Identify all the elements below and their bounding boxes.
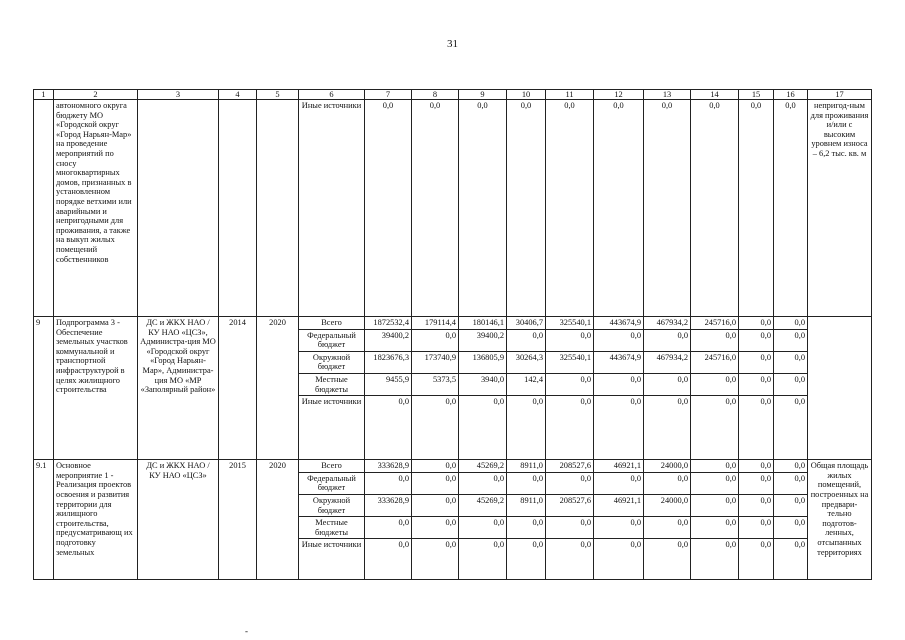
funding-source: Местные бюджеты xyxy=(299,373,365,395)
amount-cell: 0,0 xyxy=(507,100,546,317)
amount-cell: 30264,3 xyxy=(507,351,546,373)
amount-cell: 0,0 xyxy=(739,460,774,473)
amount-cell: 0,0 xyxy=(774,329,808,351)
table-row xyxy=(34,100,872,317)
amount-cell: 0,0 xyxy=(412,472,459,494)
amount-cell: 0,0 xyxy=(739,472,774,494)
amount-cell: 443674,9 xyxy=(594,317,644,330)
amount-cell: 0,0 xyxy=(546,329,594,351)
measure-name: Основное мероприятие 1 - Реализация проектов освоения и развития территории для жилищного строительства, предусматривающ их подготовку земельных xyxy=(54,460,138,580)
amount-cell: 24000,0 xyxy=(644,460,691,473)
target-indicator xyxy=(808,317,872,460)
end-year: 2020 xyxy=(257,460,299,580)
amount-cell: 0,0 xyxy=(644,373,691,395)
amount-cell: 0,0 xyxy=(507,329,546,351)
amount-cell: 46921,1 xyxy=(594,460,644,473)
amount-cell: 0,0 xyxy=(774,100,808,317)
amount-cell: 1823676,3 xyxy=(365,351,412,373)
funding-source: Федеральный бюджет xyxy=(299,472,365,494)
amount-cell: 24000,0 xyxy=(644,494,691,516)
amount-cell: 0,0 xyxy=(644,100,691,317)
amount-cell: 245716,0 xyxy=(691,351,739,373)
amount-cell: 45269,2 xyxy=(459,460,507,473)
amount-cell: 0,0 xyxy=(459,396,507,460)
amount-cell: 0,0 xyxy=(412,494,459,516)
executor xyxy=(138,100,219,317)
amount-cell: 0,0 xyxy=(691,396,739,460)
amount-cell: 136805,9 xyxy=(459,351,507,373)
column-number: 6 xyxy=(299,90,365,100)
amount-cell: 0,0 xyxy=(644,517,691,539)
funding-source: Местные бюджеты xyxy=(299,517,365,539)
amount-cell: 325540,1 xyxy=(546,317,594,330)
column-number: 14 xyxy=(691,90,739,100)
column-number: 15 xyxy=(739,90,774,100)
amount-cell: 0,0 xyxy=(459,517,507,539)
amount-cell: 0,0 xyxy=(774,396,808,460)
column-number: 4 xyxy=(219,90,257,100)
page-number: 31 xyxy=(447,38,458,50)
amount-cell: 39400,2 xyxy=(459,329,507,351)
amount-cell: 30406,7 xyxy=(507,317,546,330)
amount-cell: 0,0 xyxy=(644,472,691,494)
column-number: 2 xyxy=(54,90,138,100)
column-number: 5 xyxy=(257,90,299,100)
amount-cell: 208527,6 xyxy=(546,460,594,473)
amount-cell: 0,0 xyxy=(739,396,774,460)
amount-cell: 0,0 xyxy=(412,460,459,473)
end-year xyxy=(257,100,299,317)
amount-cell: 0,0 xyxy=(691,539,739,580)
amount-cell: 0,0 xyxy=(412,517,459,539)
amount-cell: 0,0 xyxy=(365,396,412,460)
column-number: 9 xyxy=(459,90,507,100)
program-table xyxy=(33,89,872,580)
row-number xyxy=(34,100,54,317)
row-number: 9 xyxy=(34,317,54,460)
amount-cell: 0,0 xyxy=(774,373,808,395)
amount-cell: 0,0 xyxy=(691,100,739,317)
amount-cell: 0,0 xyxy=(739,517,774,539)
funding-source: Иные источники xyxy=(299,396,365,460)
amount-cell: 142,4 xyxy=(507,373,546,395)
amount-cell: 0,0 xyxy=(644,329,691,351)
amount-cell: 333628,9 xyxy=(365,494,412,516)
amount-cell: 0,0 xyxy=(546,539,594,580)
amount-cell: 0,0 xyxy=(774,460,808,473)
amount-cell: 0,0 xyxy=(594,373,644,395)
funding-source: Иные источники xyxy=(299,539,365,580)
column-number: 17 xyxy=(808,90,872,100)
amount-cell: 8911,0 xyxy=(507,494,546,516)
amount-cell: 0,0 xyxy=(774,351,808,373)
amount-cell: 333628,9 xyxy=(365,460,412,473)
funding-source: Окружной бюджет xyxy=(299,494,365,516)
table-row xyxy=(34,317,872,330)
amount-cell: 0,0 xyxy=(594,396,644,460)
column-number: 16 xyxy=(774,90,808,100)
amount-cell: 0,0 xyxy=(691,472,739,494)
end-year: 2020 xyxy=(257,317,299,460)
amount-cell: 0,0 xyxy=(739,317,774,330)
amount-cell: 5373,5 xyxy=(412,373,459,395)
funding-source: Всего xyxy=(299,317,365,330)
start-year xyxy=(219,100,257,317)
column-number: 1 xyxy=(34,90,54,100)
amount-cell: 8911,0 xyxy=(507,460,546,473)
column-number-row xyxy=(34,90,872,100)
amount-cell: 0,0 xyxy=(546,517,594,539)
amount-cell: 0,0 xyxy=(412,100,459,317)
amount-cell: 39400,2 xyxy=(365,329,412,351)
amount-cell: 0,0 xyxy=(774,517,808,539)
amount-cell: 0,0 xyxy=(594,100,644,317)
amount-cell: 0,0 xyxy=(739,494,774,516)
amount-cell: 0,0 xyxy=(691,373,739,395)
column-number: 13 xyxy=(644,90,691,100)
amount-cell: 0,0 xyxy=(507,517,546,539)
amount-cell: 0,0 xyxy=(459,472,507,494)
amount-cell: 0,0 xyxy=(774,317,808,330)
amount-cell: 0,0 xyxy=(691,517,739,539)
amount-cell: 0,0 xyxy=(412,539,459,580)
start-year: 2015 xyxy=(219,460,257,580)
amount-cell: 0,0 xyxy=(594,517,644,539)
amount-cell: 0,0 xyxy=(412,329,459,351)
amount-cell: 0,0 xyxy=(739,351,774,373)
amount-cell: 0,0 xyxy=(691,494,739,516)
amount-cell: 0,0 xyxy=(594,539,644,580)
amount-cell: 0,0 xyxy=(774,494,808,516)
column-number: 10 xyxy=(507,90,546,100)
amount-cell: 325540,1 xyxy=(546,351,594,373)
column-number: 8 xyxy=(412,90,459,100)
amount-cell: 0,0 xyxy=(459,100,507,317)
amount-cell: 0,0 xyxy=(644,539,691,580)
amount-cell: 0,0 xyxy=(739,100,774,317)
funding-source: Федеральный бюджет xyxy=(299,329,365,351)
amount-cell: 0,0 xyxy=(459,539,507,580)
executor: ДС и ЖКХ НАО / КУ НАО «ЦСЗ» xyxy=(138,460,219,580)
amount-cell: 1872532,4 xyxy=(365,317,412,330)
amount-cell: 0,0 xyxy=(739,329,774,351)
amount-cell: 0,0 xyxy=(365,100,412,317)
amount-cell: 443674,9 xyxy=(594,351,644,373)
amount-cell: 0,0 xyxy=(691,460,739,473)
bottom-mark: - xyxy=(245,626,248,636)
executor: ДС и ЖКХ НАО / КУ НАО «ЦСЗ», Администра-ция МО «Городской округ «Город Нарьян-Мар», Администра-ция МО «МР «Заполярный район» xyxy=(138,317,219,460)
row-number: 9.1 xyxy=(34,460,54,580)
amount-cell: 245716,0 xyxy=(691,317,739,330)
target-indicator: Общая площадь жилых помещений, построенных на предвари-тельно подготов-ленных, отсыпанных территориях xyxy=(808,460,872,580)
measure-name: Подпрограмма 3 - Обеспечение земельных участков коммунальной и транспортной инфраструктурой в целях жилищного строительства xyxy=(54,317,138,460)
table-row xyxy=(34,460,872,473)
amount-cell: 0,0 xyxy=(507,539,546,580)
amount-cell: 3940,0 xyxy=(459,373,507,395)
funding-source: Окружной бюджет xyxy=(299,351,365,373)
amount-cell: 0,0 xyxy=(546,100,594,317)
amount-cell: 180146,1 xyxy=(459,317,507,330)
amount-cell: 0,0 xyxy=(594,329,644,351)
column-number: 7 xyxy=(365,90,412,100)
amount-cell: 46921,1 xyxy=(594,494,644,516)
column-number: 11 xyxy=(546,90,594,100)
amount-cell: 0,0 xyxy=(774,472,808,494)
amount-cell: 467934,2 xyxy=(644,351,691,373)
amount-cell: 0,0 xyxy=(365,517,412,539)
amount-cell: 173740,9 xyxy=(412,351,459,373)
funding-source: Иные источники xyxy=(299,100,365,317)
amount-cell: 179114,4 xyxy=(412,317,459,330)
column-number: 12 xyxy=(594,90,644,100)
amount-cell: 0,0 xyxy=(546,472,594,494)
amount-cell: 0,0 xyxy=(739,539,774,580)
amount-cell: 208527,6 xyxy=(546,494,594,516)
amount-cell: 0,0 xyxy=(546,373,594,395)
target-indicator: непригод-ным для проживания и/или с высоким уровнем износа – 6,2 тыс. кв. м xyxy=(808,100,872,317)
amount-cell: 0,0 xyxy=(507,472,546,494)
amount-cell: 0,0 xyxy=(412,396,459,460)
measure-name: автономного округа бюджету МО «Городской округ «Город Нарьян-Мар» на проведение мероприятий по сносу многоквартирных домов, признанных в установленном порядке ветхими или аварийными и непригодными для проживания, а также на выкуп жилых помещений собственников xyxy=(54,100,138,317)
amount-cell: 9455,9 xyxy=(365,373,412,395)
start-year: 2014 xyxy=(219,317,257,460)
amount-cell: 0,0 xyxy=(507,396,546,460)
column-number: 3 xyxy=(138,90,219,100)
amount-cell: 0,0 xyxy=(739,373,774,395)
amount-cell: 0,0 xyxy=(365,472,412,494)
amount-cell: 467934,2 xyxy=(644,317,691,330)
amount-cell: 0,0 xyxy=(594,472,644,494)
amount-cell: 0,0 xyxy=(644,396,691,460)
funding-source: Всего xyxy=(299,460,365,473)
amount-cell: 45269,2 xyxy=(459,494,507,516)
amount-cell: 0,0 xyxy=(691,329,739,351)
amount-cell: 0,0 xyxy=(546,396,594,460)
amount-cell: 0,0 xyxy=(365,539,412,580)
amount-cell: 0,0 xyxy=(774,539,808,580)
